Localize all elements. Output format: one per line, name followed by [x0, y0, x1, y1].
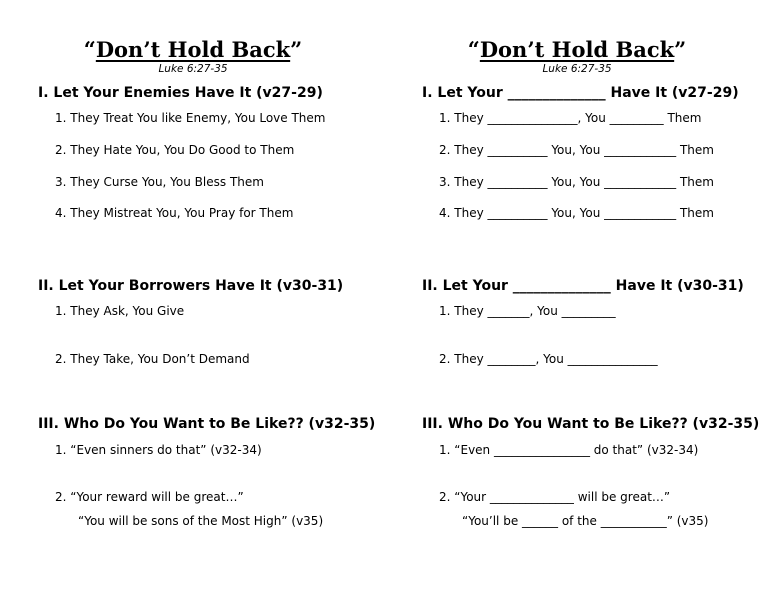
section-1-heading: I. Let Your ______________ Have It (v27-29): [422, 85, 739, 101]
section-3-point-2-continued: “You will be sons of the Most High” (v35): [78, 514, 324, 528]
section-1-blank-3: 3. They __________ You, You ____________ Them: [439, 175, 714, 189]
section-3-blank-1: 1. “Even ________________ do that” (v32-34): [439, 443, 699, 457]
section-3-heading: III. Who Do You Want to Be Like?? (v32-35): [422, 416, 760, 432]
section-1-point-2: 2. They Hate You, You Do Good to Them: [55, 143, 295, 157]
scripture-reference: Luke 6:27-35: [158, 63, 228, 75]
section-3-point-2: 2. “Your reward will be great…”: [55, 490, 244, 504]
section-1-blank-2: 2. They __________ You, You ____________ Them: [439, 143, 714, 157]
section-2-blank-1: 1. They _______, You _________: [439, 304, 616, 318]
sermon-title: “Don’t Hold Back”: [83, 37, 303, 62]
section-1-heading: I. Let Your Enemies Have It (v27-29): [38, 85, 323, 101]
section-3-heading: III. Who Do You Want to Be Like?? (v32-35): [38, 416, 376, 432]
section-2-blank-2: 2. They ________, You _______________: [439, 352, 658, 366]
sermon-title: “Don’t Hold Back”: [467, 37, 687, 62]
section-2-heading: II. Let Your Borrowers Have It (v30-31): [38, 278, 344, 294]
section-2-point-1: 1. They Ask, You Give: [55, 304, 185, 318]
section-2-heading: II. Let Your ______________ Have It (v30-31): [422, 278, 744, 294]
section-1-blank-1: 1. They _______________, You _________ Them: [439, 111, 702, 125]
section-1-blank-4: 4. They __________ You, You ____________ Them: [439, 206, 714, 220]
section-1-point-1: 1. They Treat You like Enemy, You Love Them: [55, 111, 326, 125]
section-2-point-2: 2. They Take, You Don’t Demand: [55, 352, 250, 366]
left-handout: [38, 0, 383, 593]
section-3-blank-2: 2. “Your ______________ will be great…”: [439, 490, 671, 504]
section-3-blank-2-continued: “You’ll be ______ of the ___________” (v35): [462, 514, 709, 528]
right-handout-fill-in: [422, 0, 767, 593]
section-3-point-1: 1. “Even sinners do that” (v32-34): [55, 443, 262, 457]
section-1-point-3: 3. They Curse You, You Bless Them: [55, 175, 264, 189]
scripture-reference: Luke 6:27-35: [542, 63, 612, 75]
section-1-point-4: 4. They Mistreat You, You Pray for Them: [55, 206, 294, 220]
